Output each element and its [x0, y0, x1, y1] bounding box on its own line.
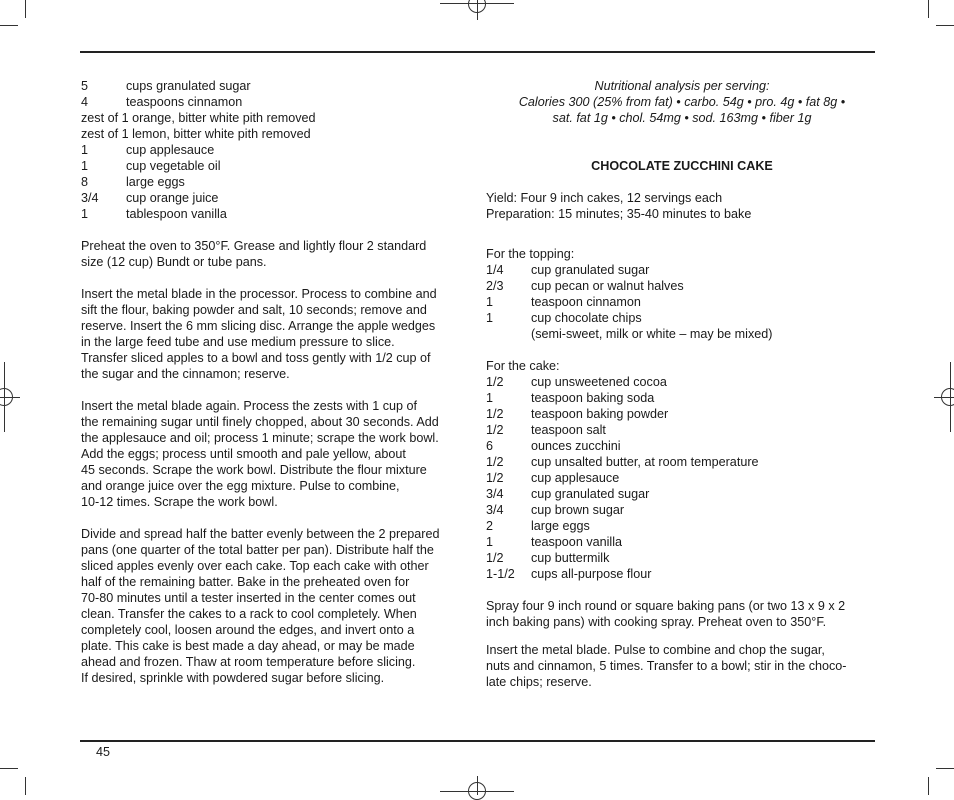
- paragraph: [81, 398, 466, 510]
- paragraph-line: 45 seconds. Scrape the work bowl. Distribute the flour mixture: [81, 463, 427, 477]
- ingredient-list: [81, 78, 466, 110]
- ingredient-row: [486, 550, 878, 566]
- paragraph: [486, 642, 878, 690]
- ingredient-text: cup vegetable oil: [126, 159, 221, 173]
- paragraph-line: sift the flour, baking powder and salt, 10 seconds; remove and: [81, 303, 427, 317]
- ingredient-text: teaspoon vanilla: [531, 535, 623, 549]
- topping-label: For the topping:: [486, 247, 575, 261]
- ingredient-row: [486, 390, 878, 406]
- paragraph-line: half of the remaining batter. Bake in the preheated oven for: [81, 575, 410, 589]
- paragraph: [81, 526, 466, 686]
- crop-mark: [936, 768, 954, 769]
- ingredient-row: [486, 486, 878, 502]
- ingredient-text: teaspoon cinnamon: [531, 295, 641, 309]
- paragraph-line: completely cool, loosen around the edges, and invert onto a: [81, 623, 415, 637]
- cake-label: For the cake:: [486, 359, 560, 373]
- left-column: [81, 78, 466, 686]
- ingredient-row: [486, 518, 878, 534]
- paragraph-line: reserve. Insert the 6 mm slicing disc. Arrange the apple wedges: [81, 319, 436, 333]
- ingredient-text: tablespoon vanilla: [126, 207, 227, 221]
- ingredient-row: [486, 278, 878, 294]
- preparation-time: Preparation: 15 minutes; 35-40 minutes to bake: [486, 207, 752, 221]
- ingredient-text: cups all-purpose flour: [531, 567, 652, 581]
- ingredient-quantity: 1: [486, 295, 494, 309]
- ingredient-text: large eggs: [126, 175, 185, 189]
- ingredient-quantity: 1: [486, 535, 494, 549]
- paragraph-line: Divide and spread half the batter evenly between the 2 prepared: [81, 527, 440, 541]
- ingredient-quantity: 1-1/2: [486, 567, 515, 581]
- ingredient-text: teaspoons cinnamon: [126, 95, 243, 109]
- ingredient-row: [486, 294, 878, 310]
- top-rule: [80, 51, 875, 53]
- ingredient-row: [486, 422, 878, 438]
- yield: Yield: Four 9 inch cakes, 12 servings each: [486, 191, 723, 205]
- ingredient-quantity: 1/2: [486, 423, 504, 437]
- ingredient-quantity: 3/4: [486, 503, 504, 517]
- ingredient-quantity: 3/4: [81, 191, 99, 205]
- instructions: [81, 238, 466, 686]
- ingredient-quantity: 1/2: [486, 407, 504, 421]
- ingredient-text: cups granulated sugar: [126, 79, 251, 93]
- ingredient-quantity: 2/3: [486, 279, 504, 293]
- paragraph-line: 10-12 times. Scrape the work bowl.: [81, 495, 278, 509]
- paragraph-line: Insert the metal blade again. Process the zests with 1 cup of: [81, 399, 418, 413]
- ingredient-quantity: 3/4: [486, 487, 504, 501]
- ingredient-text: teaspoon salt: [531, 423, 606, 437]
- ingredient-quantity: 1: [81, 159, 89, 173]
- ingredient-text: cup granulated sugar: [531, 263, 650, 277]
- ingredient-text: cup buttermilk: [531, 551, 610, 565]
- ingredient-row: [486, 326, 878, 342]
- ingredient-list: [81, 142, 466, 222]
- paragraph-line: ahead and frozen. Thaw at room temperature before slicing.: [81, 655, 416, 669]
- nutritional-analysis: [486, 78, 878, 126]
- ingredient-text: cup applesauce: [126, 143, 215, 157]
- paragraph: [81, 238, 466, 270]
- ingredient-quantity: 1: [81, 143, 89, 157]
- paragraph-line: and orange juice over the egg mixture. Pulse to combine,: [81, 479, 400, 493]
- paragraph-line: the remaining sugar until finely chopped, about 30 seconds. Add: [81, 415, 439, 429]
- ingredient-row: [81, 158, 466, 174]
- crop-mark: [928, 0, 929, 18]
- ingredient-text: cup unsalted butter, at room temperature: [531, 455, 759, 469]
- paragraph-line: Add the eggs; process until smooth and pale yellow, about: [81, 447, 406, 461]
- crop-mark: [0, 25, 18, 26]
- ingredient-quantity: [486, 326, 531, 342]
- ingredient-row: [81, 174, 466, 190]
- paragraph-line: late chips; reserve.: [486, 675, 592, 689]
- paragraph-line: in the large feed tube and use medium pressure to slice.: [81, 335, 395, 349]
- page-number: 45: [96, 745, 111, 759]
- ingredient-row: [486, 374, 878, 390]
- ingredient-quantity: 1/2: [486, 455, 504, 469]
- ingredient-text: ounces zucchini: [531, 439, 621, 453]
- nutrition-heading: Nutritional analysis per serving:: [594, 79, 770, 93]
- paragraph-line: size (12 cup) Bundt or tube pans.: [81, 255, 267, 269]
- crop-mark: [25, 777, 26, 795]
- topping-ingredients: [486, 262, 878, 342]
- ingredient-row: [486, 262, 878, 278]
- paragraph-line: inch baking pans) with cooking spray. Preheat oven to 350°F.: [486, 615, 827, 629]
- zest-lines: [81, 110, 466, 142]
- paragraph-line: nuts and cinnamon, 5 times. Transfer to a bowl; stir in the choco-: [486, 659, 847, 673]
- paragraph-line: the sugar and the cinnamon; reserve.: [81, 367, 290, 381]
- ingredient-text: cup granulated sugar: [531, 487, 650, 501]
- crop-mark: [936, 25, 954, 26]
- paragraph-line: Transfer sliced apples to a bowl and toss gently with 1/2 cup of: [81, 351, 431, 365]
- ingredient-text: cup orange juice: [126, 191, 219, 205]
- paragraph-line: Insert the metal blade in the processor. Process to combine and: [81, 287, 437, 301]
- ingredient-quantity: 1/2: [486, 375, 504, 389]
- crop-mark: [25, 0, 26, 18]
- paragraph-line: pans (one quarter of the total batter per pan). Distribute half the: [81, 543, 434, 557]
- ingredient-row: [486, 406, 878, 422]
- paragraph-line: Spray four 9 inch round or square baking pans (or two 13 x 9 x 2: [486, 599, 846, 613]
- ingredient-quantity: 1: [486, 391, 494, 405]
- ingredient-row: [486, 310, 878, 326]
- ingredient-line: zest of 1 orange, bitter white pith removed: [81, 111, 316, 125]
- paragraph: [486, 598, 878, 630]
- paragraph-line: If desired, sprinkle with powdered sugar before slicing.: [81, 671, 385, 685]
- crop-mark: [0, 768, 18, 769]
- ingredient-row: [81, 94, 466, 110]
- instructions: [486, 598, 878, 690]
- ingredient-row: [486, 566, 878, 582]
- ingredient-quantity: 5: [81, 79, 89, 93]
- recipe-title: CHOCOLATE ZUCCHINI CAKE: [591, 159, 773, 173]
- ingredient-row: [81, 78, 466, 94]
- ingredient-quantity: 2: [486, 519, 494, 533]
- ingredient-quantity: 1/4: [486, 263, 504, 277]
- ingredient-row: [486, 438, 878, 454]
- ingredient-text: large eggs: [531, 519, 590, 533]
- ingredient-row: [486, 534, 878, 550]
- paragraph-line: clean. Transfer the cakes to a rack to cool completely. When: [81, 607, 417, 621]
- paragraph-line: Preheat the oven to 350°F. Grease and lightly flour 2 standard: [81, 239, 427, 253]
- right-column: [486, 78, 878, 690]
- ingredient-quantity: 6: [486, 439, 494, 453]
- ingredient-row: [486, 502, 878, 518]
- paragraph-line: the applesauce and oil; process 1 minute; scrape the work bowl.: [81, 431, 439, 445]
- ingredient-text: (semi-sweet, milk or white – may be mixed): [531, 327, 773, 341]
- ingredient-quantity: 1/2: [486, 471, 504, 485]
- ingredient-line: zest of 1 lemon, bitter white pith removed: [81, 127, 311, 141]
- ingredient-text: cup brown sugar: [531, 503, 625, 517]
- ingredient-text: cup applesauce: [531, 471, 620, 485]
- ingredient-text: teaspoon baking soda: [531, 391, 655, 405]
- ingredient-row: [81, 190, 466, 206]
- nutrition-line: sat. fat 1g • chol. 54mg • sod. 163mg • fiber 1g: [552, 111, 812, 125]
- ingredient-row: [81, 206, 466, 222]
- ingredient-row: [81, 142, 466, 158]
- paragraph-line: 70-80 minutes until a tester inserted in the center comes out: [81, 591, 416, 605]
- ingredient-quantity: 1: [81, 207, 89, 221]
- bottom-rule: [80, 740, 875, 742]
- ingredient-quantity: 1: [486, 311, 494, 325]
- ingredient-quantity: 4: [81, 95, 89, 109]
- paragraph-line: sliced apples evenly over each cake. Top each cake with other: [81, 559, 429, 573]
- ingredient-text: cup pecan or walnut halves: [531, 279, 684, 293]
- paragraph: [81, 286, 466, 382]
- ingredient-text: cup chocolate chips: [531, 311, 642, 325]
- crop-mark: [928, 777, 929, 795]
- nutrition-line: Calories 300 (25% from fat) • carbo. 54g • pro. 4g • fat 8g •: [518, 95, 846, 109]
- ingredient-text: cup unsweetened cocoa: [531, 375, 667, 389]
- ingredient-quantity: 1/2: [486, 551, 504, 565]
- ingredient-text: teaspoon baking powder: [531, 407, 669, 421]
- paragraph-line: Insert the metal blade. Pulse to combine and chop the sugar,: [486, 643, 825, 657]
- ingredient-row: [486, 454, 878, 470]
- cake-ingredients: [486, 374, 878, 582]
- paragraph-line: plate. This cake is best made a day ahead, or may be made: [81, 639, 415, 653]
- ingredient-quantity: 8: [81, 175, 89, 189]
- ingredient-row: [486, 470, 878, 486]
